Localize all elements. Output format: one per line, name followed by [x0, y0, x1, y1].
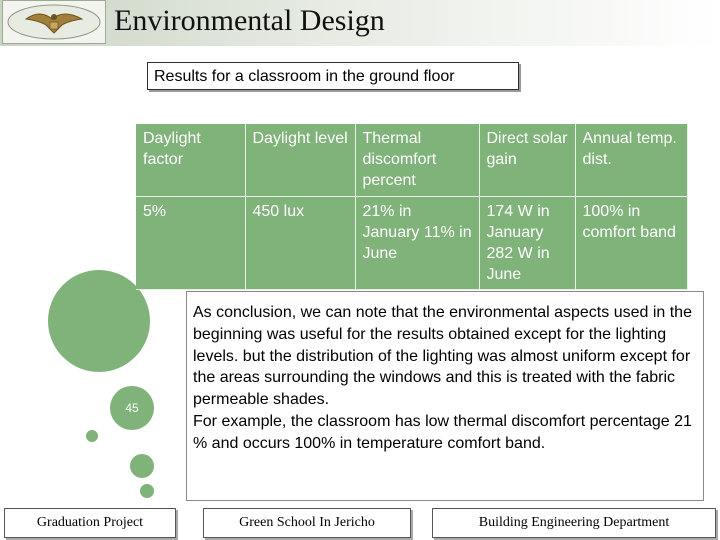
table-header-row: [136, 124, 687, 196]
table-header-cell: Annual temp. dist.: [575, 124, 687, 196]
conclusion-paragraph: For example, the classroom has low thermal discomfort percentage 21 % and occurs 100% in temperature comfort band.: [193, 412, 692, 452]
conclusion-text-box: [186, 291, 704, 501]
footer-center-text: Green School In Jericho: [239, 515, 375, 530]
footer-right-text: Building Engineering Department: [478, 515, 670, 530]
footer-left-text: Graduation Project: [36, 515, 144, 530]
table-header-cell: Daylight factor: [136, 124, 245, 196]
decorative-circle-large: [48, 270, 150, 372]
eagle-emblem-icon: [6, 3, 102, 41]
decorative-circle-medium: [130, 454, 154, 478]
results-table: [136, 124, 688, 290]
table-cell: 100% in comfort band: [575, 196, 687, 289]
table-header-cell: Daylight level: [245, 124, 355, 196]
page-number-text: 45: [125, 401, 139, 415]
page-title: Environmental Design: [114, 4, 385, 37]
footer-center-box: [203, 508, 411, 538]
table-header-cell: Direct solar gain: [479, 124, 575, 196]
table-cell: 450 lux: [245, 196, 355, 289]
table-cell: 174 W in January 282 W in June: [479, 196, 575, 289]
table-row: [136, 196, 687, 289]
decorative-circle-tiny: [140, 484, 154, 498]
table-header-cell: Thermal discomfort percent: [355, 124, 479, 196]
footer-right-box: [432, 508, 716, 538]
logo: [2, 0, 106, 44]
footer-left-box: [4, 508, 176, 538]
table-cell: 5%: [136, 196, 245, 289]
page-number: [110, 386, 154, 430]
decorative-circle-small: [86, 430, 98, 442]
conclusion-paragraph: As conclusion, we can note that the environmental aspects used in the beginning was useful for the results obtained except for the lighting levels. but the distribution of the lighting was almost uniform except for the areas surrounding the windows and this is treated with the fabric permeable shades.: [193, 304, 692, 409]
subtitle-text: Results for a classroom in the ground floor: [154, 68, 455, 85]
table-cell: 21% in January 11% in June: [355, 196, 479, 289]
subtitle-box: [147, 62, 519, 90]
